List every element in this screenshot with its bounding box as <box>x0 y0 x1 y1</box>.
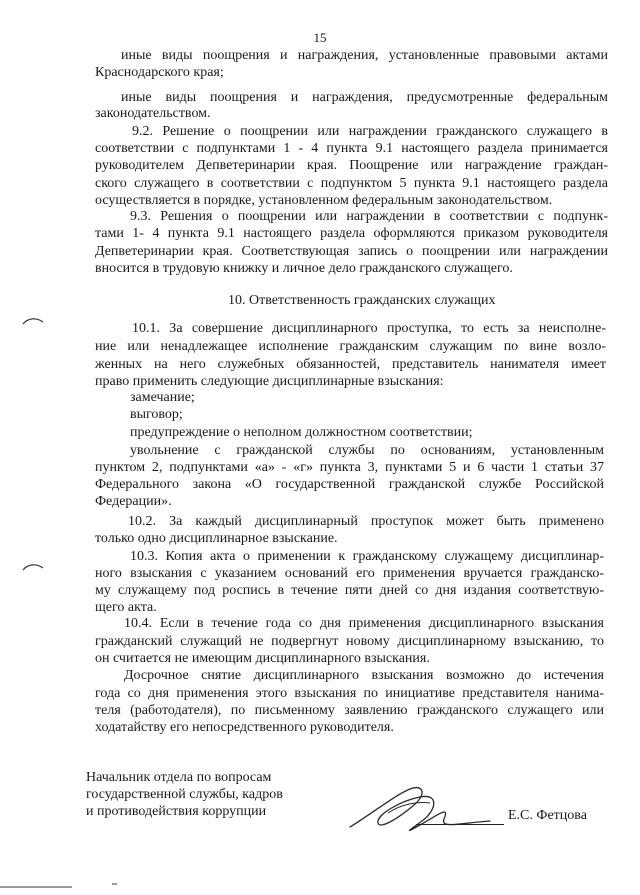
text-line: гражданский служащий не подвергнут новому дисциплинарному взысканию, то <box>95 634 604 649</box>
text-line: 10.2. За каждый дисциплинарный проступок может быть применено <box>128 514 604 529</box>
text-line: му служащему под роспись в течение пяти дней со дня издания соответствую- <box>95 583 604 598</box>
text-line: иные виды поощрения и награждения, установленные правовыми актами <box>121 48 608 63</box>
text-line: 10.3. Копия акта о применении к гражданскому служащему дисциплинар- <box>130 549 604 564</box>
position-line: Начальник отдела по вопросам <box>86 770 272 785</box>
text-line: вносится в трудовую книжку и личное дело гражданского служащего. <box>95 261 513 276</box>
section-heading: 10. Ответственность гражданских служащих <box>228 293 496 308</box>
text-line: увольнение с гражданской службы по основаниям, установленным <box>130 443 604 458</box>
position-line: и противодействия коррупции <box>86 804 267 819</box>
margin-mark <box>22 562 44 572</box>
text-line: пунктом 2, подпунктами «а» - «г» пункта 3, пунктами 5 и 6 части 1 статьи 37 <box>95 460 604 475</box>
text-line: Депветеринарии края. Соответствующая запись о поощрении или награждении <box>95 244 608 259</box>
text-line: замечание; <box>130 390 195 405</box>
text-line: 9.2. Решение о поощрении или награждении гражданского служащего в <box>132 124 608 139</box>
signatory-position <box>86 769 283 820</box>
text-line: соответствии с подпунктами 1 - 4 пункта 9.1 настоящего раздела принимается <box>95 141 608 156</box>
text-line: выговор; <box>130 407 183 422</box>
page-number: 15 <box>313 30 327 45</box>
text-line: женных на него служебных обязанностей, представитель нанимателя имеет <box>95 357 606 372</box>
signatory-name: Е.С. Фетцова <box>508 808 587 823</box>
text-line: 10.1. За совершение дисциплинарного проступка, то есть за неисполне- <box>132 321 606 336</box>
text-line: щего акта. <box>95 600 157 615</box>
text-line: Федерального закона «О государственной гражданской службе Российской <box>95 477 604 492</box>
text-line: 10.4. Если в течение года со дня применения дисциплинарного взыскания <box>124 616 604 631</box>
text-line: осуществляется в порядке, установленном федеральным законодательством. <box>95 193 553 208</box>
handwritten-signature <box>340 775 510 845</box>
text-line: предупреждение о неполном должностном соответствии; <box>130 425 473 440</box>
text-line: теля (работодателя), по письменному заявлению гражданского служащего или <box>95 703 604 718</box>
position-line: государственной службы, кадров <box>86 787 283 802</box>
text-line: законодательством. <box>95 106 211 121</box>
text-line: иные виды поощрения и награждения, предусмотренные федеральным <box>121 90 608 105</box>
margin-mark <box>22 316 44 326</box>
text-line: право применить следующие дисциплинарные взыскания: <box>95 374 444 389</box>
text-line: Краснодарского края; <box>95 65 224 80</box>
text-line: 9.3. Решения о поощрении или награждении в соответствии с подпунк- <box>130 209 608 224</box>
signature-line <box>416 824 504 825</box>
text-line: он считается не имеющим дисциплинарного взыскания. <box>95 651 430 666</box>
text-line: ного взыскания с указанием оснований его применения вручается гражданско- <box>95 566 604 581</box>
text-line: ходатайству его непосредственного руководителя. <box>95 720 394 735</box>
text-line: руководителем Депветеринарии края. Поощрение или награждение граждан- <box>95 158 608 173</box>
scan-artifact-line <box>0 880 130 892</box>
text-line: года со дня применения этого взыскания по инициативе представителя нанима- <box>95 686 604 701</box>
text-line: только одно дисциплинарное взыскание. <box>95 531 338 546</box>
text-line: ского служащего в соответствии с подпунктом 5 пункта 9.1 настоящего раздела <box>95 176 608 191</box>
text-line: ние или ненадлежащее исполнение гражданским служащим по вине возло- <box>95 339 606 354</box>
text-line: Досрочное снятие дисциплинарного взыскания возможно до истечения <box>124 668 604 683</box>
text-line: Федерации». <box>95 494 172 509</box>
text-line: тами 1- 4 пункта 9.1 настоящего раздела оформляются приказом руководителя <box>95 226 608 241</box>
